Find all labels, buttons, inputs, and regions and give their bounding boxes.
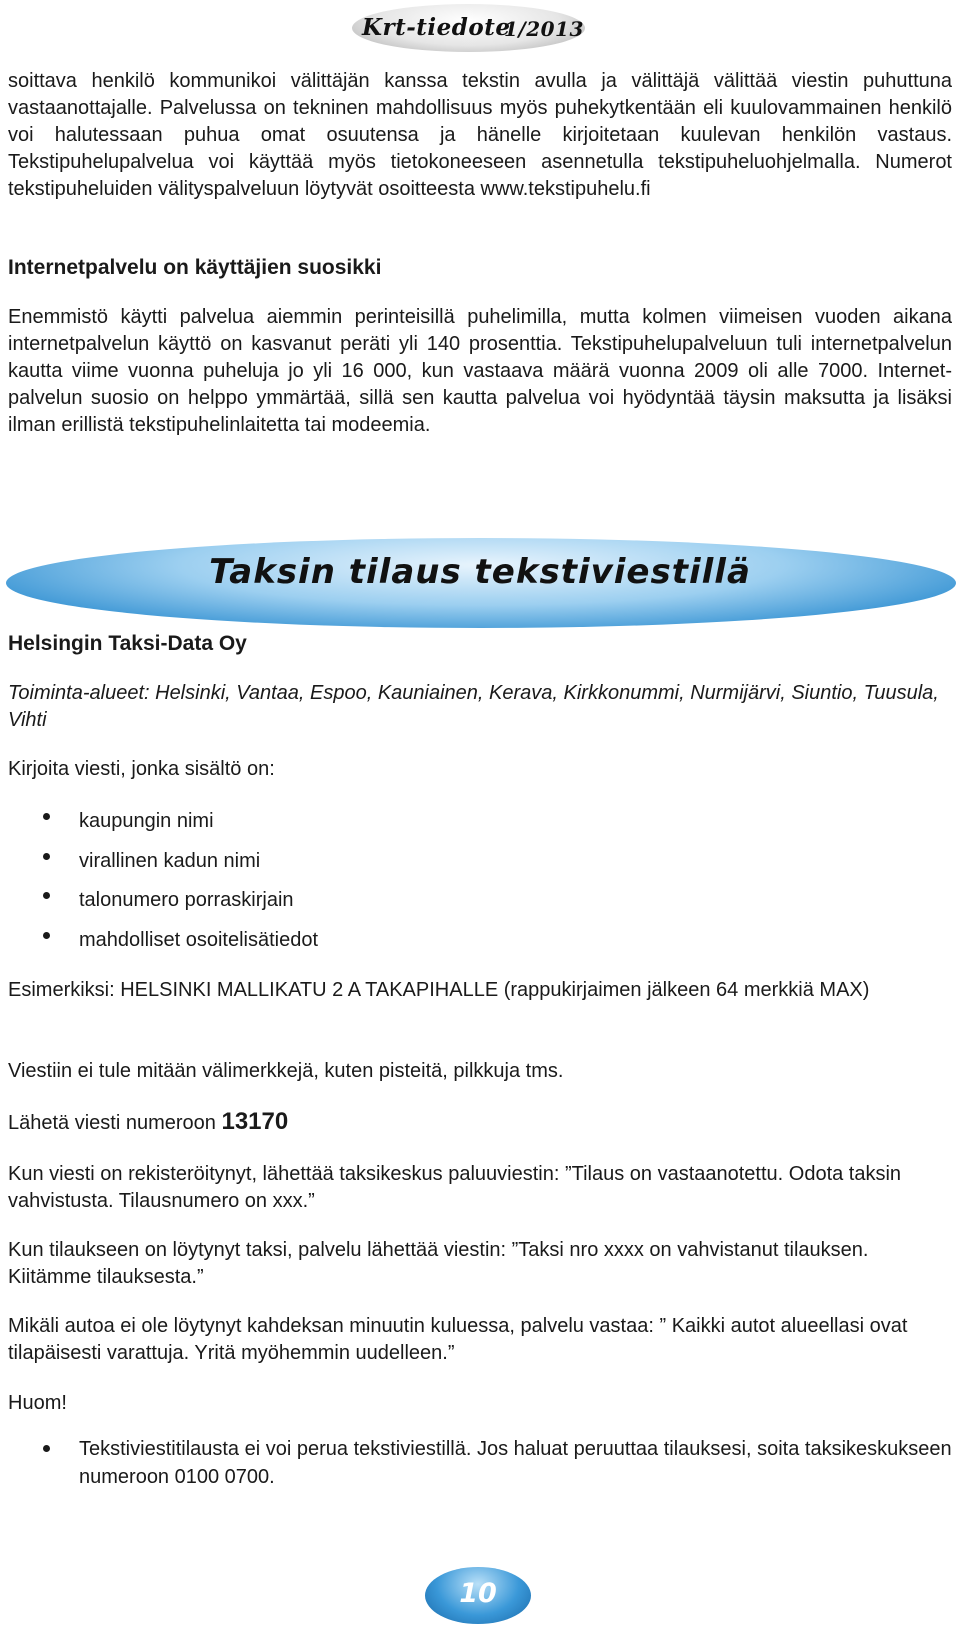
list-item: kaupungin nimi (8, 802, 952, 842)
example-text: Esimerkiksi: HELSINKI MALLIKATU 2 A TAKAPIHALLE (rappukirjaimen jälkeen 64 merkkiä MAX) (8, 979, 870, 1001)
note-list (8, 1435, 952, 1491)
reply-message-1: Kun viesti on rekisteröitynyt, lähettää taksikeskus paluuviestin: ”Tilaus on vastaanotettu. Odota taksin vahvistusta. Tilausnumero on xxx.” (8, 1163, 902, 1212)
list-item: Tekstiviestitilausta ei voi perua tekstiviestillä. Jos haluat peruuttaa tilauksesi, soita taksikeskukseen numeroon 0100 0700. (8, 1435, 952, 1491)
service-areas: Toiminta-alueet: Helsinki, Vantaa, Espoo, Kauniainen, Kerava, Kirkkonummi, Nurmijärvi, Siuntio, Tuusula, Vihti (8, 682, 939, 731)
bullet-icon (43, 1445, 50, 1452)
bullet-icon (43, 892, 50, 899)
newsletter-title: Krt-tiedote (362, 14, 511, 41)
intro-paragraph: soittava henkilö kommunikoi välittäjän kanssa tekstin avulla ja välittäjä välittää viestin puhuttuna vastaanottajalle. Palvelussa on tekninen mahdollisuus myös puhekytkentään eli kuulovammainen henkilö voi halutessaan puhua omat osuutensa ja hänelle kirjoitetaan kuulevan henkilön vastaus. Tekstipuhelupalvelua voi käyttää myös tietokoneeseen asennetulla tekstipuheluohjelmalla. Numerot tekstipuheluiden välityspalveluun löytyvät osoitteesta www.tekstipuhelu.fi (8, 70, 952, 200)
message-content-list (8, 802, 952, 960)
note-label: Huom! (8, 1392, 67, 1414)
bullet-icon (43, 813, 50, 820)
sms-number: 13170 (221, 1108, 289, 1135)
issue-number: 1/2013 (504, 17, 584, 41)
list-item: mahdolliset osoitelisätiedot (8, 921, 952, 961)
send-instruction: Lähetä viesti numeroon 13170 (8, 1108, 289, 1135)
punctuation-note: Viestiin ei tule mitään välimerkkejä, kuten pisteitä, pilkkuja tms. (8, 1060, 564, 1082)
bullet-icon (43, 932, 50, 939)
reply-message-3: Mikäli autoa ei ole löytynyt kahdeksan minuutin kuluessa, palvelu vastaa: ” Kaikki autot alueellasi ovat tilapäisesti varattuja. Yritä myöhemmin uudelleen.” (8, 1315, 908, 1364)
message-instruction: Kirjoita viesti, jonka sisältö on: (8, 758, 275, 780)
section-heading-internet: Internetpalvelu on käyttäjien suosikki (8, 256, 382, 279)
page-header (0, 0, 960, 60)
page-number: 10 (459, 1578, 497, 1609)
banner-title: Taksin tilaus tekstiviestillä (209, 552, 751, 592)
internet-paragraph: Enemmistö käytti palvelua aiemmin perinteisillä puhelimilla, mutta kolmen viimeisen vuoden aikana internetpalvelun käyttö on kasvanut peräti yli 140 prosenttia. Tekstipuhelupalveluun tuli internetpalvelun kautta viime vuonna puheluja jo yli 16 000, kun vastaava määrä vuonna 2009 oli alle 7000. Internet-palvelun suosio on helppo ymmärtää, sillä sen kautta palvelua voi hyödyntää täysin maksutta ja lisäksi ilman erillistä tekstipuhelinlaitetta tai modeemia. (8, 306, 952, 436)
list-item: talonumero porraskirjain (8, 881, 952, 921)
reply-message-2: Kun tilaukseen on löytynyt taksi, palvelu lähettää viestin: ”Taksi nro xxxx on vahvistanut tilauksen. Kiitämme tilauksesta.” (8, 1239, 869, 1288)
company-name: Helsingin Taksi-Data Oy (8, 632, 247, 655)
bullet-icon (43, 853, 50, 860)
list-item: virallinen kadun nimi (8, 842, 952, 882)
